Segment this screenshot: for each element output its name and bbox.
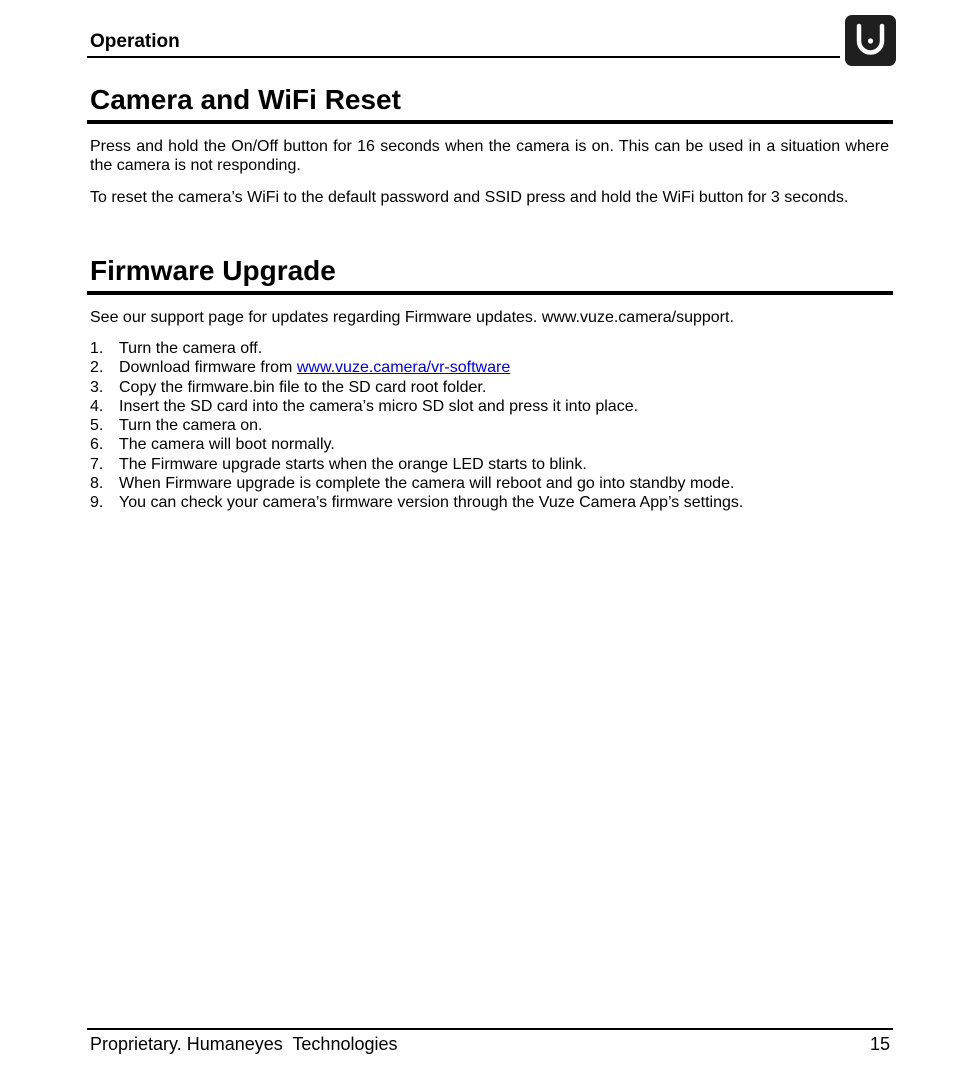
list-item [90,455,880,474]
firmware-download-link[interactable]: www.vuze.camera/vr-software [296,359,511,377]
step-number: 4. [90,397,104,415]
step-text: Copy the firmware.bin file to the SD card root folder. [119,378,487,396]
list-item [90,358,880,377]
footer-divider [87,1028,893,1030]
section-title-underline [87,291,893,295]
list-item [90,474,880,493]
list-item [90,397,880,416]
list-item [90,435,880,454]
step-text: When Firmware upgrade is complete the camera will reboot and go into standby mode. [119,475,735,493]
list-item [90,339,880,358]
step-text: You can check your camera’s firmware version through the Vuze Camera App’s settings. [119,494,744,512]
firmware-steps-list [90,339,880,513]
list-item [90,378,880,397]
section-title-underline [87,120,893,124]
step-number: 1. [90,340,104,357]
header-divider [87,56,840,58]
reset-paragraph: Press and hold the On/Off button for 16 seconds when the camera is on. This can be used in a situation where the camera is not responding. [90,138,889,174]
step-text-prefix: Download firmware from [119,359,297,377]
section-title-firmware-upgrade: Firmware Upgrade [90,255,336,286]
footer-company: Proprietary. Humaneyes Technologies [90,1034,398,1054]
step-number: 3. [90,378,104,396]
firmware-intro-paragraph: See our support page for updates regarding Firmware updates. www.vuze.camera/support. [90,309,734,326]
step-number: 5. [90,417,104,435]
step-number: 8. [90,475,104,493]
list-item [90,416,880,435]
step-text: Turn the camera on. [119,417,263,435]
vuze-logo-icon [845,15,896,66]
step-text: Turn the camera off. [119,340,263,357]
step-text: The Firmware upgrade starts when the orange LED starts to blink. [119,455,587,473]
step-number: 7. [90,455,104,473]
step-number: 2. [90,359,104,377]
wifi-reset-paragraph: To reset the camera’s WiFi to the default password and SSID press and hold the WiFi button for 3 seconds. [90,189,849,206]
step-text: The camera will boot normally. [119,436,335,454]
step-text [119,358,510,377]
page-number: 15 [869,1034,890,1054]
section-title-camera-wifi-reset: Camera and WiFi Reset [90,84,401,115]
step-number: 6. [90,436,104,454]
running-header: Operation [90,31,180,52]
step-text: Insert the SD card into the camera’s micro SD slot and press it into place. [119,397,639,415]
step-number: 9. [90,494,104,512]
list-item [90,493,880,512]
